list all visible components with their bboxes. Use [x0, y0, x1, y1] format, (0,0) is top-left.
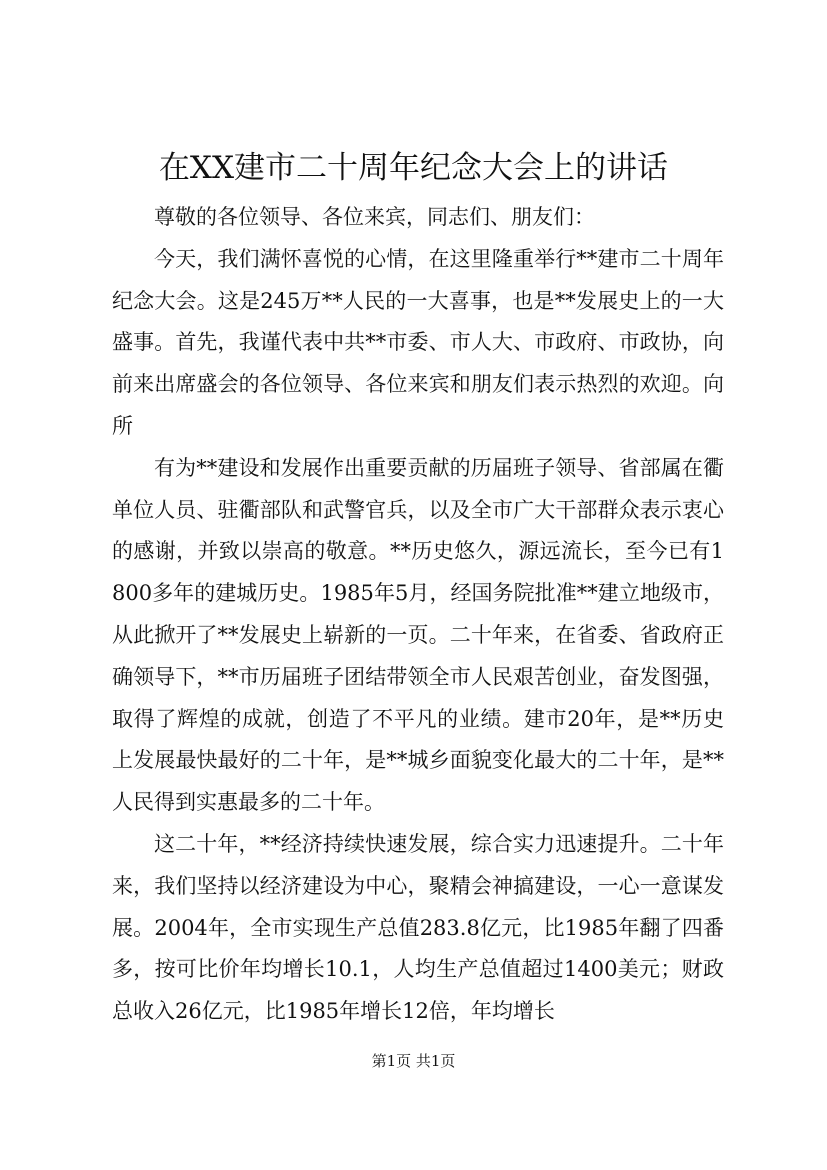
- page-number-footer: 第1页 共1页: [371, 1052, 456, 1070]
- paragraph-opening: 今天，我们满怀喜悦的心情，在这里隆重举行**建市二十周年纪念大会。这是245万**人民的一大喜事，也是**发展史上的一大盛事。首先，我谨代表中共**市委、市人大、市政府、市政协，向前来出席盛会的各位领导、各位来宾和朋友们表示热烈的欢迎。向所: [112, 246, 724, 438]
- document-body: [112, 197, 724, 1033]
- paragraph-salutation: 尊敬的各位领导、各位来宾，同志们、朋友们：: [154, 205, 595, 229]
- document-title: 在XX建市二十周年纪念大会上的讲话: [158, 150, 669, 186]
- paragraph-thanks-history: 有为**建设和发展作出重要贡献的历届班子领导、省部属在衢单位人员、驻衢部队和武警官兵，以及全市广大干部群众表示衷心的感谢，并致以崇高的敬意。**历史悠久，源远流长，至今已有1800多年的建城历史。1985年5月，经国务院批准**建立地级市，从此掀开了**发展史上崭新的一页。二十年来，在省委、省政府正确领导下，**市历届班子团结带领全市人民艰苦创业，奋发图强，取得了辉煌的成就，创造了不平凡的业绩。建市20年，是**历史上发展最快最好的二十年，是**城乡面貌变化最大的二十年，是**人民得到实惠最多的二十年。: [112, 455, 724, 815]
- paragraph-economy: 这二十年，**经济持续快速发展，综合实力迅速提升。二十年来，我们坚持以经济建设为中心，聚精会神搞建设，一心一意谋发展。2004年，全市实现生产总值283.8亿元，比1985年翻了四番多，按可比价年均增长10.1，人均生产总值超过1400美元；财政总收入26亿元，比1985年增长12倍，年均增长: [112, 831, 724, 1024]
